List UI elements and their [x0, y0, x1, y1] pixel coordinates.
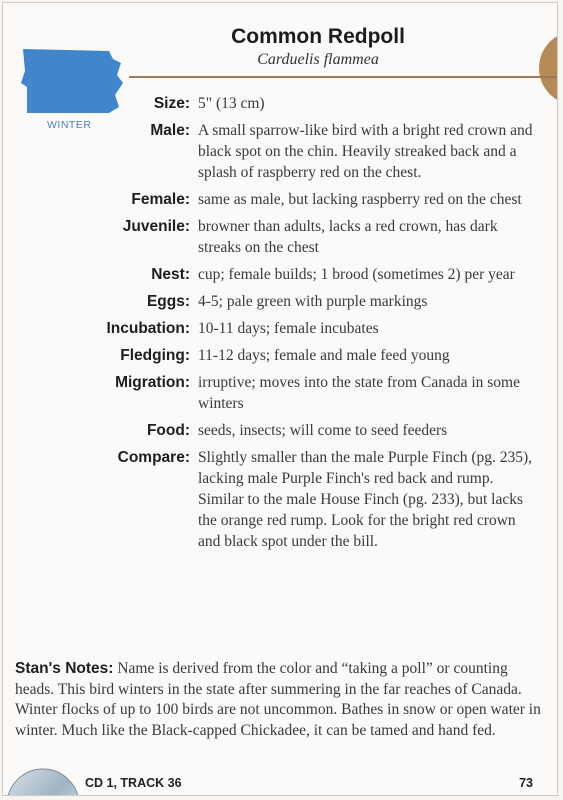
fact-value: 4-5; pale green with purple markings — [198, 293, 428, 310]
fact-label: Juvenile: — [122, 218, 190, 235]
fact-value: irruptive; moves into the state from Canada in some winters — [198, 374, 520, 412]
fact-label: Female: — [131, 191, 190, 208]
fact-value: Slightly smaller than the male Purple Finch (pg. 235), lacking male Purple Finch's red back and rump. Similar to the male House Finch (pg. 233), but lacks the orange red rump. Look for the bright red crown and black spot under the bill. — [198, 449, 533, 550]
fact-row-nest — [3, 264, 558, 285]
fact-label: Migration: — [115, 374, 190, 391]
fact-row-compare — [3, 447, 558, 552]
notes-text: Name is derived from the color and “taking a poll” or counting heads. This bird winters in the state after summering in the far reaches of Canada. Winter flocks of up to 100 birds are not uncommon. Bathes in snow or open water in winter. Much like the Black-capped Chickadee, it can be tamed and hand fed. — [15, 660, 541, 739]
fact-value: 11-12 days; female and male feed young — [198, 347, 450, 364]
species-title: Common Redpoll — [231, 25, 405, 48]
fact-value: same as male, but lacking raspberry red on the chest — [198, 191, 522, 208]
fact-row-incubation — [3, 318, 558, 339]
fact-value: 5" (13 cm) — [198, 95, 265, 112]
fact-label: Food: — [146, 422, 190, 439]
fact-row-eggs — [3, 291, 558, 312]
fact-value: A small sparrow-like bird with a bright red crown and black spot on the chin. Heavily streaked back and a splash of raspberry red on the chest. — [198, 122, 533, 181]
fact-row-female — [3, 189, 558, 210]
fact-label: Fledging: — [120, 347, 190, 364]
fact-value: cup; female builds; 1 brood (sometimes 2) per year — [198, 266, 515, 283]
cd-track-label: CD 1, TRACK 36 — [85, 776, 182, 790]
fact-row-food — [3, 420, 558, 441]
fact-label: Incubation: — [106, 320, 190, 337]
fact-value: seeds, insects; will come to seed feeders — [198, 422, 448, 439]
title-divider — [129, 76, 558, 78]
cd-icon — [3, 765, 83, 796]
fact-label: Size: — [153, 95, 190, 112]
fact-row-migration — [3, 372, 558, 414]
fact-row-male — [3, 120, 558, 183]
fact-value: browner than adults, lacks a red crown, has dark streaks on the chest — [198, 218, 498, 256]
fact-row-juvenile — [3, 216, 558, 258]
fact-label: Eggs: — [146, 293, 190, 310]
page-number: 73 — [519, 776, 533, 790]
fact-label: Male: — [150, 122, 190, 139]
fact-value: 10-11 days; female incubates — [198, 320, 379, 337]
fact-label: Compare: — [117, 449, 190, 466]
field-guide-page — [2, 2, 558, 796]
notes-label: Stan's Notes: — [15, 660, 114, 677]
season-label: WINTER — [47, 119, 92, 131]
fact-row-size — [3, 93, 558, 114]
fact-label: Nest: — [151, 266, 190, 283]
fact-list — [3, 93, 558, 558]
scientific-name: Carduelis flammea — [257, 51, 379, 68]
stans-notes — [15, 659, 545, 741]
fact-row-fledging — [3, 345, 558, 366]
